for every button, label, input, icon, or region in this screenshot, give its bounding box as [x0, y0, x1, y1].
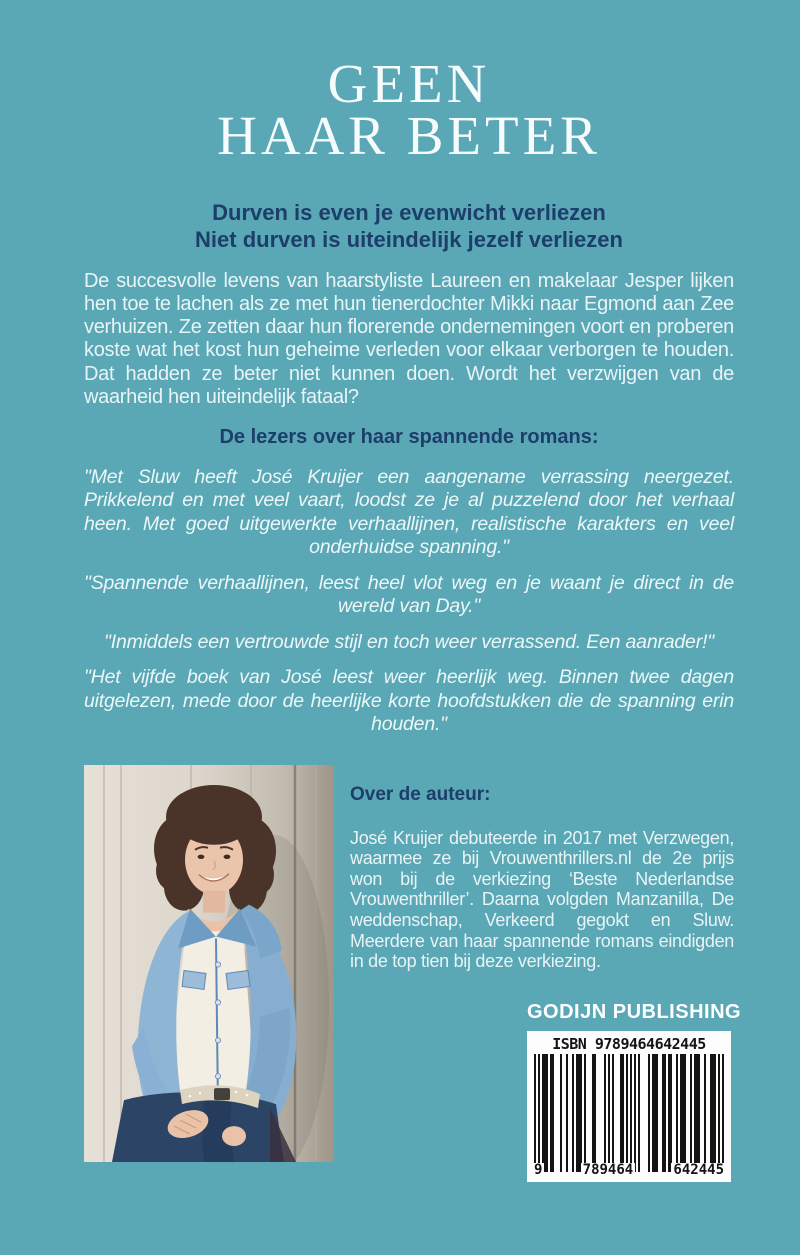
- tagline: [84, 199, 734, 253]
- tagline-line2: Niet durven is uiteindelijk jezelf verliezen: [195, 226, 623, 252]
- barcode-digit-group: 642445: [673, 1161, 724, 1178]
- book-title-line1: GEEN: [327, 53, 491, 114]
- review-quote: "Spannende verhaallijnen, leest heel vlot weg en je waant je direct in de wereld van Day.": [84, 571, 734, 618]
- author-section: [84, 765, 742, 1182]
- tagline-line1: Durven is even je evenwicht verliezen: [212, 199, 606, 225]
- barcode-digit-group: 9: [534, 1161, 543, 1178]
- review-quote: "Met Sluw heeft José Kruijer een aangename verrassing neergezet. Prikkelend en met veel vaart, loodst ze je al puzzelend door het verhaal heen. Met goed uitgewerkte verhaallijnen, realistische karakters en veel onderhuidse spanning.": [84, 465, 734, 559]
- publisher-block: [527, 1000, 742, 1182]
- synopsis-text: De succesvolle levens van haarstyliste Laureen en makelaar Jesper lijken hen toe te lachen als ze met hun tienerdochter Mikki naar Egmond aan Zee verhuizen. Ze zetten daar hun florerende ondernemingen voort en proberen koste wat het kost hun geheime verleden voor elkaar verborgen te houden. Dat hadden ze beter niet kunnen doen. Wordt het verzwijgen van de waarheid hen uiteindelijk fataal?: [84, 269, 734, 408]
- author-heading: Over de auteur:: [350, 783, 491, 805]
- isbn-label: ISBN 9789464642445: [552, 1034, 706, 1053]
- author-text-column: [334, 765, 742, 1182]
- barcode-digits: [532, 1163, 726, 1178]
- review-quote: "Het vijfde boek van José leest weer heerlijk weg. Binnen twee dagen uitgelezen, mede door de heerlijke korte hoofdstukken die de spanning erin houden.": [84, 666, 734, 736]
- barcode-digit-group: 789464: [582, 1161, 634, 1178]
- book-title-line2: HAAR BETER: [217, 105, 601, 166]
- review-quote: "Inmiddels een vertrouwde stijl en toch weer verrassend. Een aanrader!": [104, 630, 714, 653]
- publisher-name: GODIJN PUBLISHING: [527, 1000, 742, 1023]
- book-title: [84, 53, 734, 166]
- reviews-heading: De lezers over haar spannende romans:: [219, 426, 599, 449]
- isbn-barcode: [527, 1031, 731, 1182]
- author-photo: [84, 765, 334, 1162]
- barcode-bars: [533, 1054, 725, 1172]
- reviews-section: [84, 466, 734, 737]
- author-bio: José Kruijer debuteerde in 2017 met Verzwegen, waarmee ze bij Vrouwenthrillers.nl de 2e prijs won bij de verkiezing ‘Beste Nederlandse Vrouwenthriller’. Daarna volgden Manzanilla, De weddenschap, Verkeerd gegokt en Sluw. Meerdere van haar spannende romans eindigden in de top tien bij deze verkiezing.: [350, 827, 734, 972]
